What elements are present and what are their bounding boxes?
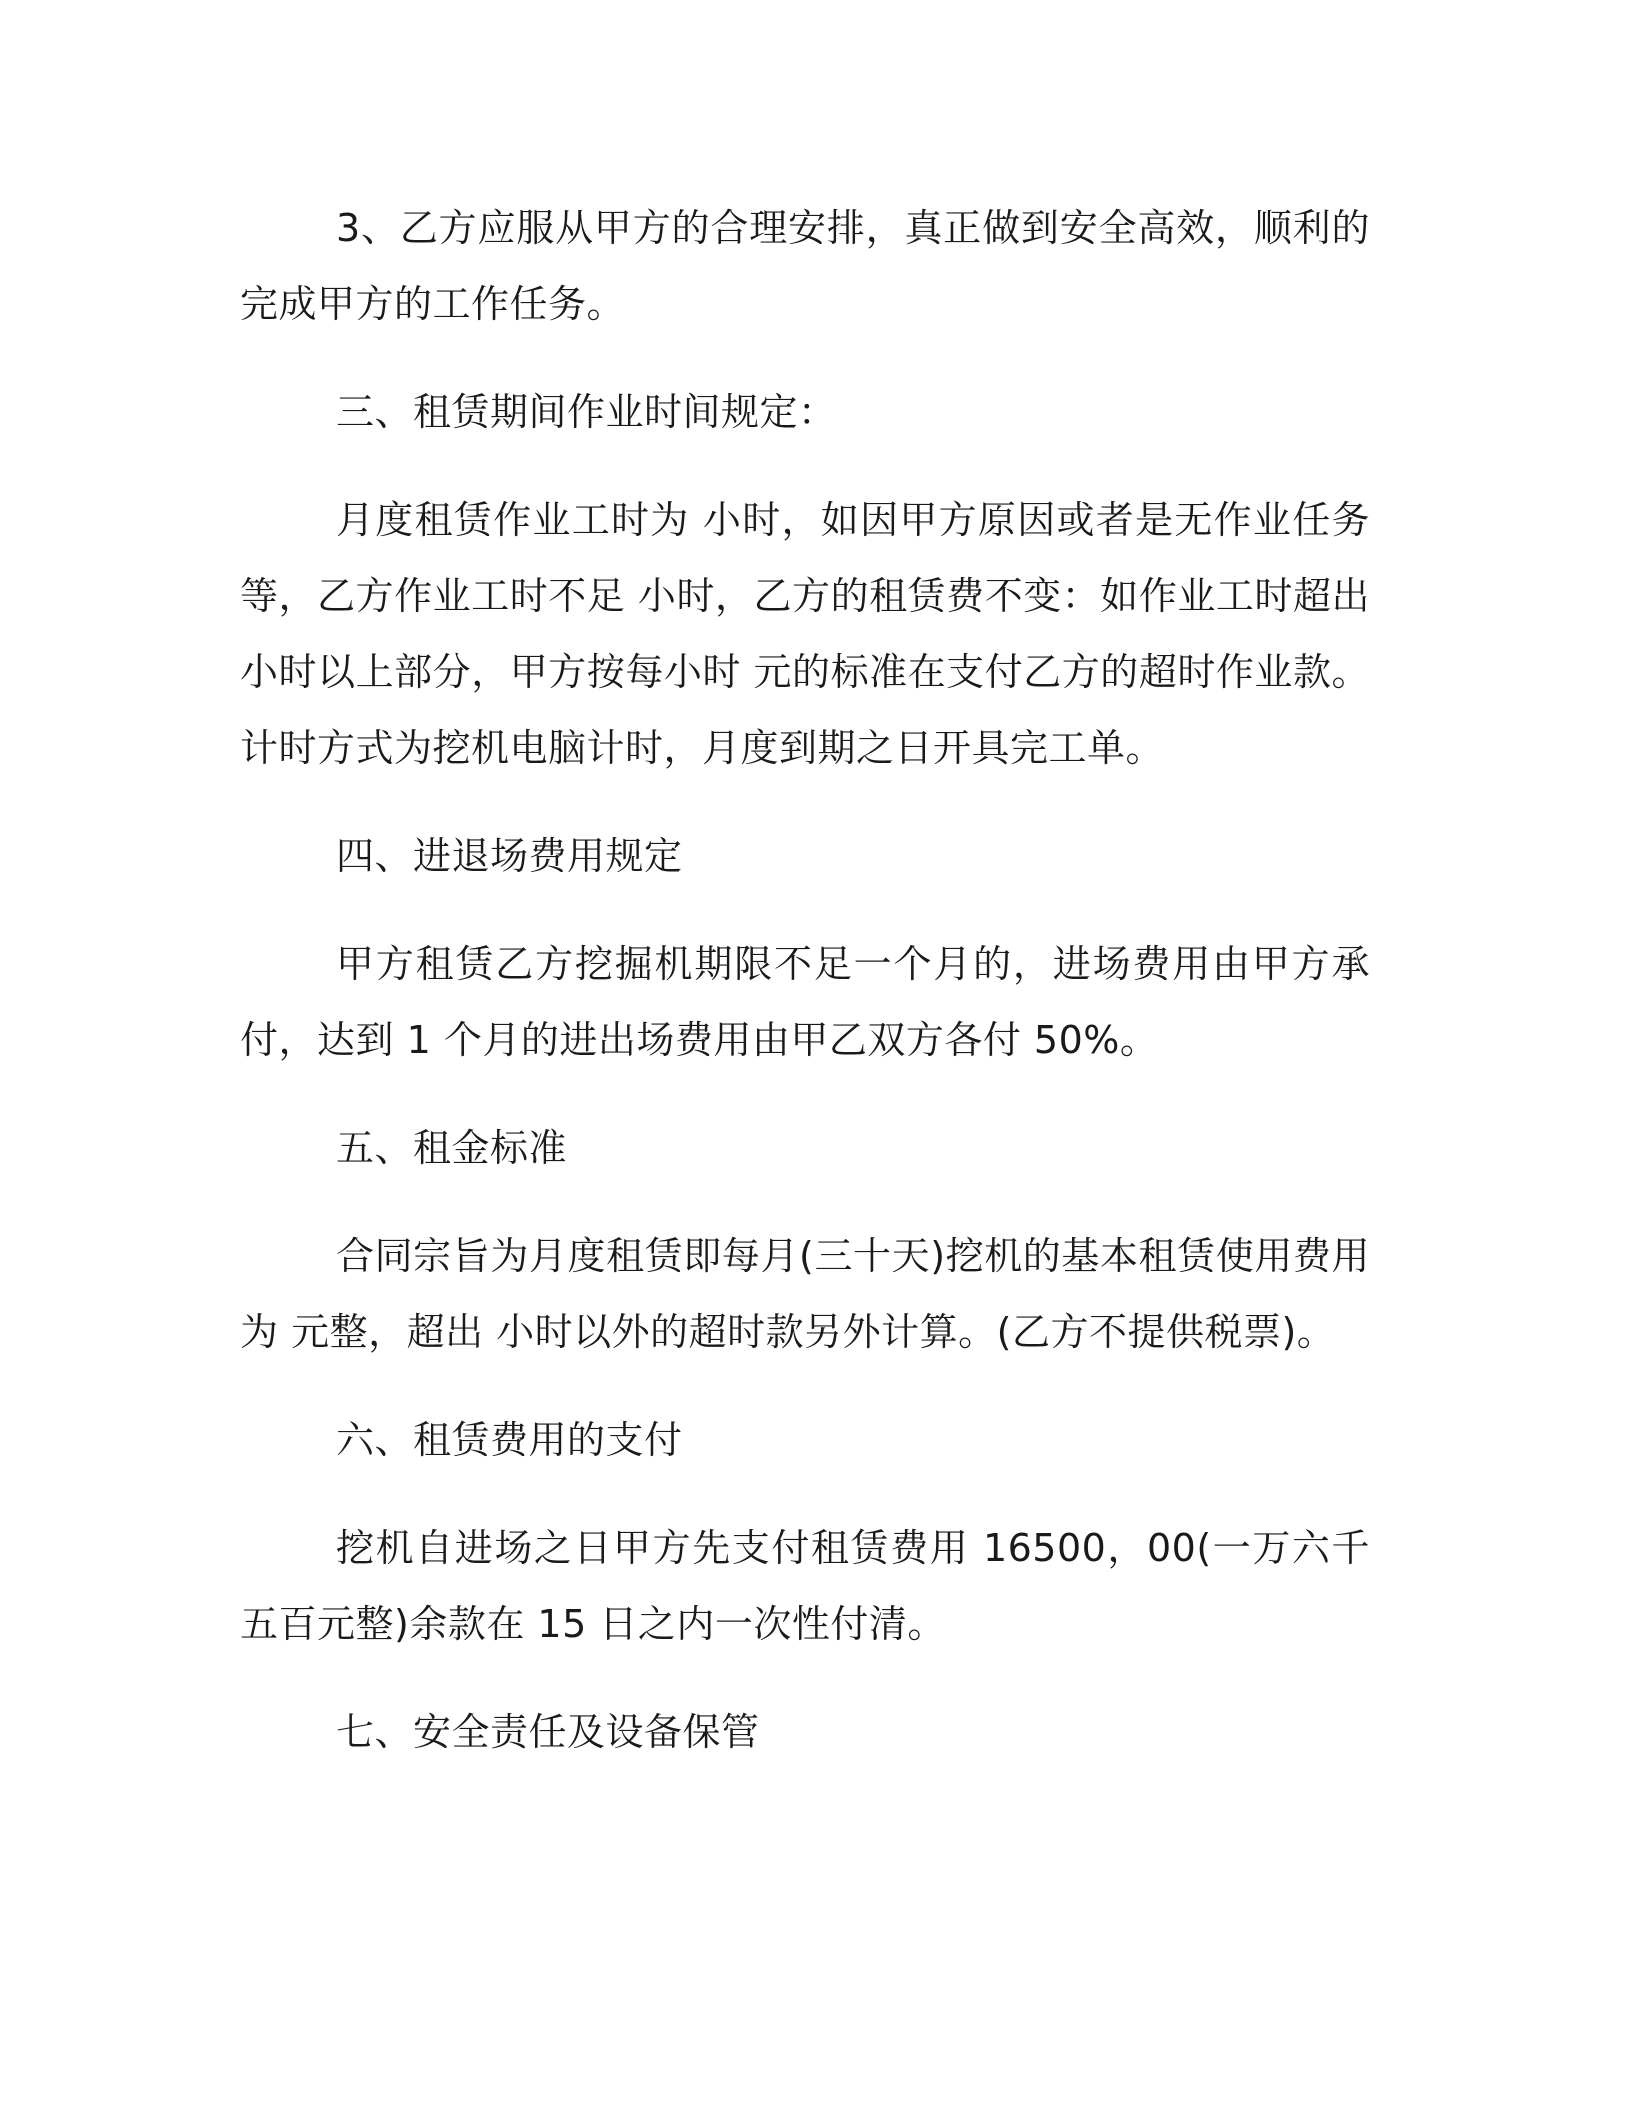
mobilization-fee-paragraph: 甲方租赁乙方挖掘机期限不足一个月的，进场费用由甲方承付，达到 1 个月的进出场费用由甲乙双方各付 50%。 <box>240 942 1370 1062</box>
rent-standard-paragraph: 合同宗旨为月度租赁即每月(三十天)挖机的基本租赁使用费用为 元整，超出 小时以外的超时款另外计算。(乙方不提供税票)。 <box>240 1234 1370 1354</box>
document-body <box>240 190 1370 1770</box>
payment-paragraph: 挖机自进场之日甲方先支付租赁费用 16500，00(一万六千五百元整)余款在 15 日之内一次性付清。 <box>240 1526 1370 1646</box>
section-7-heading: 七、安全责任及设备保管 <box>336 1710 760 1754</box>
clause-3-obedience: 3、乙方应服从甲方的合理安排，真正做到安全高效，顺利的完成甲方的工作任务。 <box>240 206 1370 326</box>
section-5-heading: 五、租金标准 <box>336 1126 568 1170</box>
section-3-heading: 三、租赁期间作业时间规定： <box>336 390 837 434</box>
section-6-heading: 六、租赁费用的支付 <box>336 1418 683 1462</box>
working-hours-paragraph: 月度租赁作业工时为 小时，如因甲方原因或者是无作业任务等，乙方作业工时不足 小时，乙方的租赁费不变：如作业工时超出 小时以上部分，甲方按每小时 元的标准在支付乙方的超时作业款。计时方式为挖机电脑计时，月度到期之日开具完工单。 <box>240 498 1370 770</box>
section-4-heading: 四、进退场费用规定 <box>336 834 683 878</box>
